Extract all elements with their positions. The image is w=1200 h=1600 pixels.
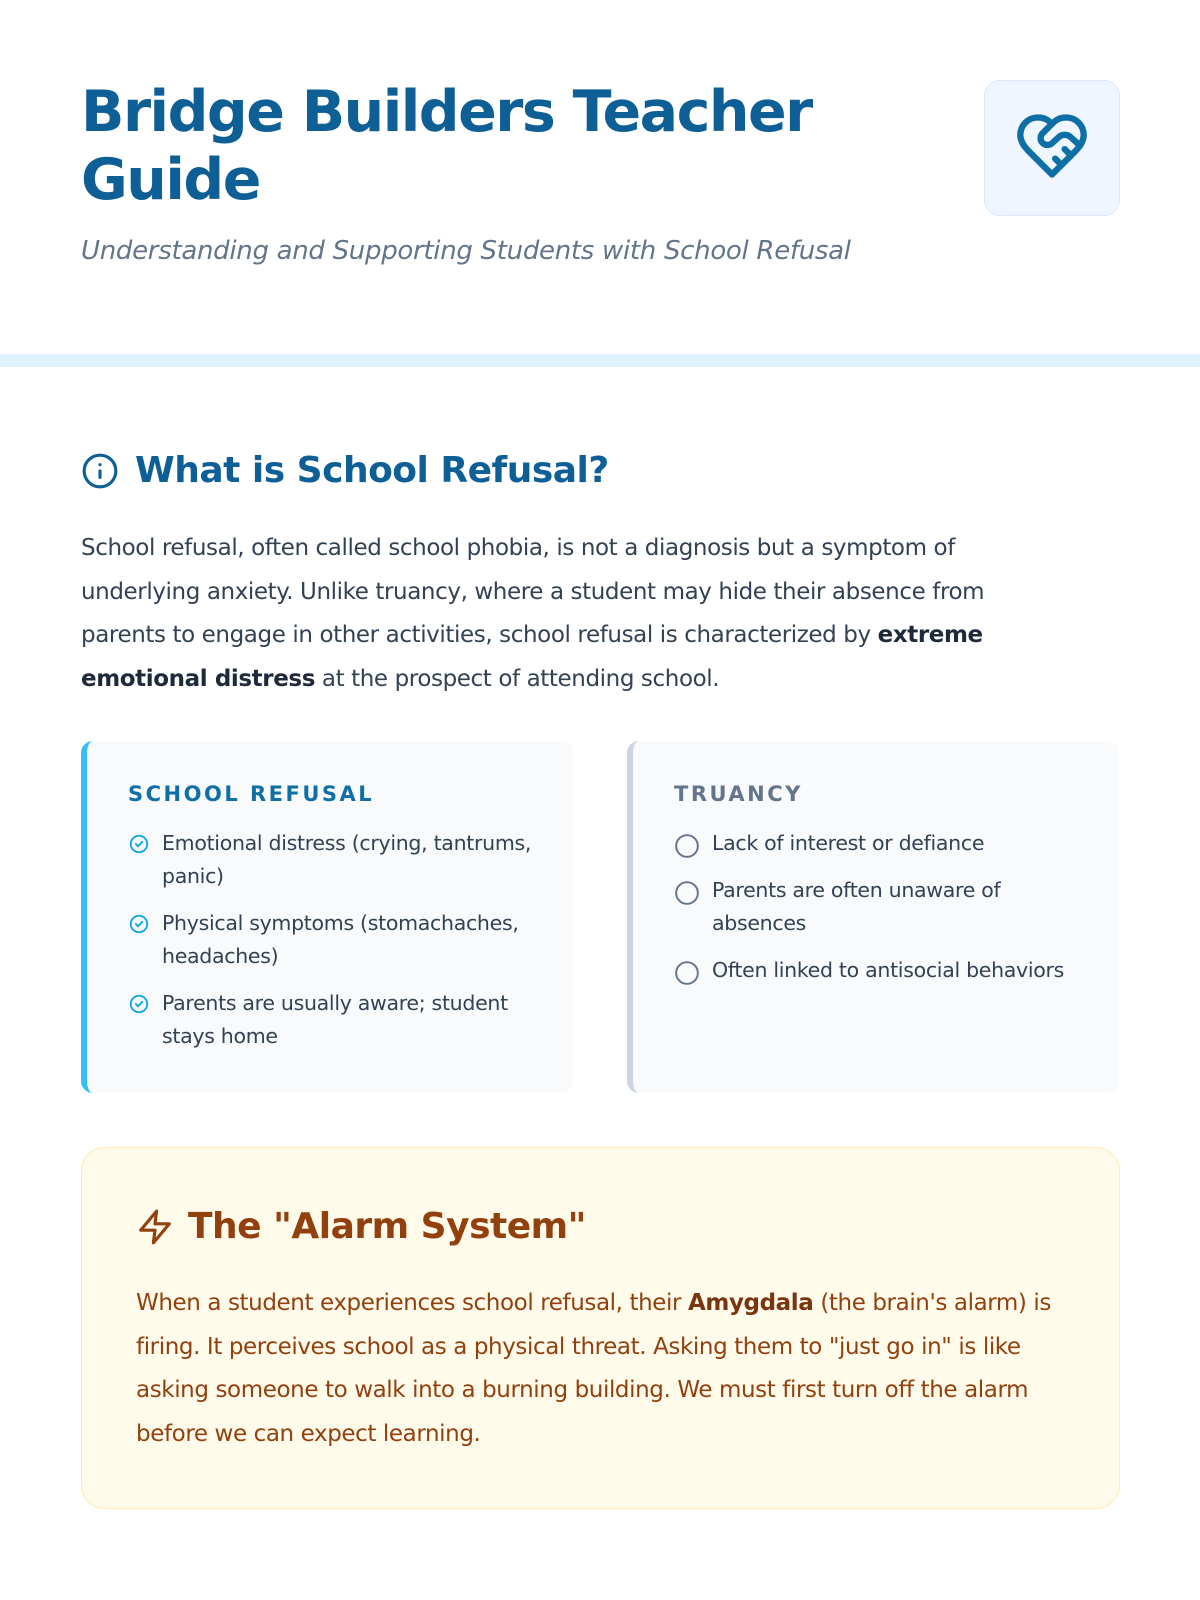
intro-text-part-2: at the prospect of attending school.: [315, 665, 720, 692]
page-subtitle: Understanding and Supporting Students with School Refusal: [81, 236, 851, 266]
check-circle-icon: [128, 913, 150, 935]
circle-icon: [674, 880, 700, 906]
truancy-list: [674, 827, 1094, 1001]
callout-body: [136, 1282, 1066, 1456]
school-refusal-card: [81, 741, 573, 1093]
heart-handshake-icon: [1014, 108, 1090, 188]
alarm-system-callout: [81, 1147, 1120, 1509]
callout-heading-text: The "Alarm System": [188, 1206, 586, 1247]
section-what-is: [81, 450, 609, 491]
section-heading-text: What is School Refusal?: [135, 450, 609, 491]
page-title: Bridge Builders Teacher Guide: [81, 79, 812, 213]
header-divider: [0, 354, 1200, 367]
school-refusal-list: [128, 827, 548, 1067]
list-item: [674, 954, 1094, 987]
list-item: [128, 987, 548, 1053]
check-circle-icon: [128, 833, 150, 855]
school-refusal-card-title: SCHOOL REFUSAL: [128, 782, 375, 806]
callout-emphasis: Amygdala: [688, 1290, 814, 1316]
intro-emphasis: extreme emotional distress: [81, 622, 983, 692]
logo-badge: [984, 80, 1120, 216]
list-item-text: Physical symptoms (stomachaches, headaches): [162, 911, 519, 968]
list-item-text: Lack of interest or defiance: [712, 831, 985, 855]
callout-text-part-2: (the brain's alarm) is firing. It perceives school as a physical threat. Asking them to "just go in" is like asking someone to walk into a burning building. We must first turn off the alarm before we can expect learning.: [136, 1290, 1051, 1447]
intro-text-part-1: School refusal, often called school phobia, is not a diagnosis but a symptom of underlying anxiety. Unlike truancy, where a student may hide their absence from parents to engage in other activities, school refusal is characterized by: [81, 535, 985, 648]
intro-paragraph: [81, 527, 1061, 701]
circle-icon: [674, 833, 700, 859]
callout-text-part-1: When a student experiences school refusal, their: [136, 1290, 688, 1316]
info-circle-icon: [81, 452, 119, 490]
list-item-text: Emotional distress (crying, tantrums, panic): [162, 831, 532, 888]
truancy-card-title: TRUANCY: [674, 782, 803, 806]
check-circle-icon: [128, 993, 150, 1015]
list-item: [674, 827, 1094, 860]
page-header: [0, 0, 1200, 354]
truancy-card: [627, 741, 1119, 1093]
list-item-text: Parents are often unaware of absences: [712, 878, 1001, 935]
list-item: [674, 874, 1094, 940]
list-item: [128, 907, 548, 973]
list-item-text: Often linked to antisocial behaviors: [712, 958, 1065, 982]
list-item: [128, 827, 548, 893]
circle-icon: [674, 960, 700, 986]
callout-heading: [136, 1206, 586, 1247]
lightning-bolt-icon: [136, 1208, 174, 1246]
list-item-text: Parents are usually aware; student stays home: [162, 991, 508, 1048]
